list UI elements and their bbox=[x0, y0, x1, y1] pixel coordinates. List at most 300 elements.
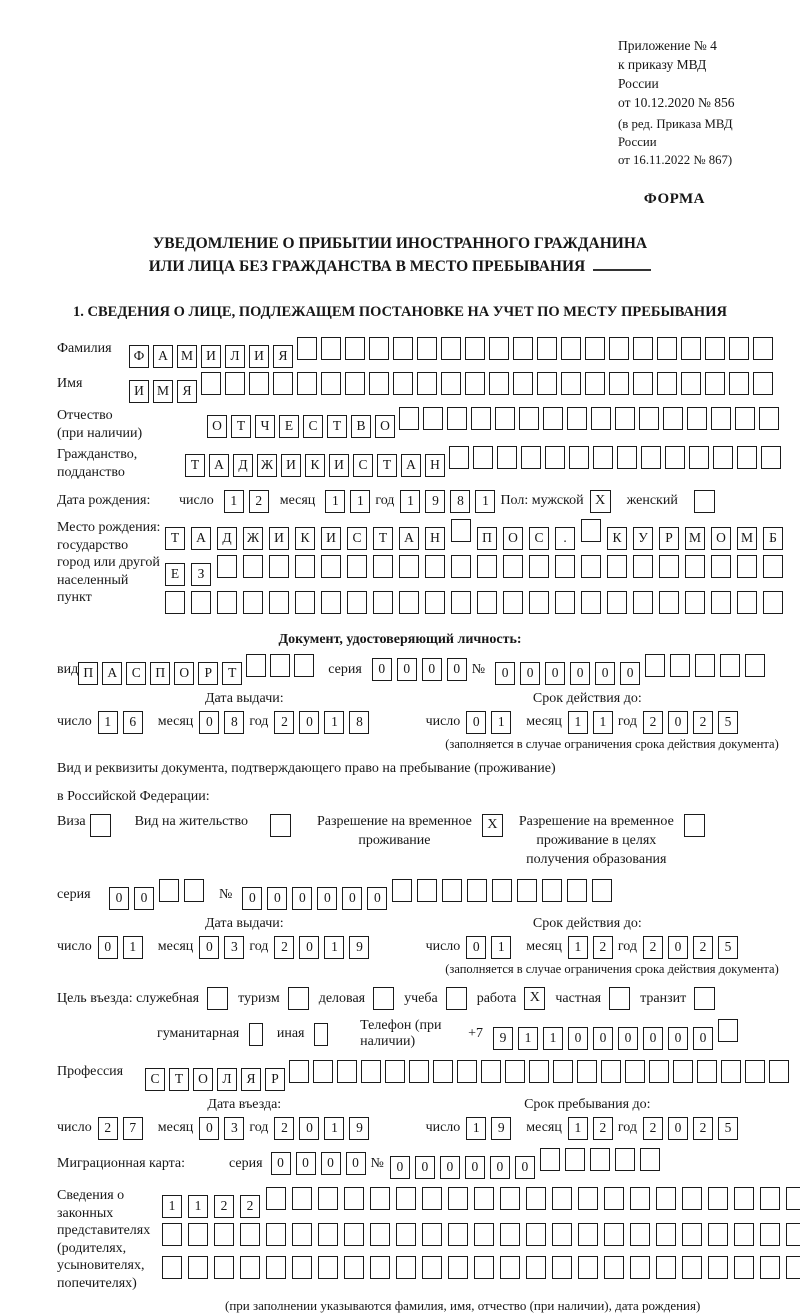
form-cell: И bbox=[329, 454, 349, 477]
birth-place-label: Место рождения: государство город или другой населенный пункт bbox=[57, 520, 161, 605]
residence-doc-line1: Вид и реквизиты документа, подтверждающего право на пребывание (проживание) bbox=[57, 761, 556, 776]
form-cell: Д bbox=[217, 527, 237, 550]
doc-kind-cells bbox=[78, 654, 318, 685]
form-cell bbox=[321, 372, 341, 395]
form-cell: Б bbox=[763, 527, 783, 550]
form-cell bbox=[577, 1060, 597, 1083]
form-cell: 0 bbox=[199, 711, 219, 734]
birth-place-cells-2 bbox=[165, 555, 789, 586]
form-cell: 0 bbox=[668, 1027, 688, 1050]
form-cell bbox=[417, 337, 437, 360]
form-cell bbox=[449, 446, 469, 469]
permit-dates-headers: Дата выдачи: Срок действия до: bbox=[205, 916, 642, 931]
form-cell bbox=[578, 1187, 598, 1210]
form-cell: 0 bbox=[422, 658, 442, 681]
phone-label: Телефон (при наличии) bbox=[360, 1018, 442, 1049]
form-cell bbox=[604, 1187, 624, 1210]
form-cell: А bbox=[401, 454, 421, 477]
birth-place-row bbox=[57, 519, 777, 624]
form-cell bbox=[695, 654, 715, 677]
form-cell: С bbox=[145, 1068, 165, 1091]
form-cell: А bbox=[153, 345, 173, 368]
form-cell: 2 bbox=[274, 936, 294, 959]
form-cell bbox=[500, 1223, 520, 1246]
form-cell: 2 bbox=[643, 1117, 663, 1140]
form-cell bbox=[537, 337, 557, 360]
form-cell bbox=[321, 591, 341, 614]
appendix-line: к приказу МВД России bbox=[618, 57, 707, 91]
form-cell: 1 bbox=[593, 711, 613, 734]
form-cell bbox=[465, 337, 485, 360]
form-cell bbox=[292, 1256, 312, 1279]
doc-number-cells bbox=[495, 654, 770, 685]
citizenship-cells bbox=[185, 446, 785, 477]
form-cell bbox=[604, 1256, 624, 1279]
form-cell bbox=[345, 337, 365, 360]
form-cell bbox=[529, 555, 549, 578]
name-label: Имя bbox=[57, 376, 83, 391]
form-cell bbox=[422, 1256, 442, 1279]
form-cell: 0 bbox=[199, 936, 219, 959]
form-cell bbox=[474, 1223, 494, 1246]
form-cell bbox=[734, 1256, 754, 1279]
form-cell bbox=[297, 337, 317, 360]
form-cell bbox=[471, 407, 491, 430]
form-cell bbox=[489, 337, 509, 360]
form-cell bbox=[601, 1060, 621, 1083]
form-cell bbox=[705, 337, 725, 360]
form-cell bbox=[705, 372, 725, 395]
form-cell bbox=[687, 407, 707, 430]
form-cell bbox=[396, 1223, 416, 1246]
doc-valid-date: число 0 1 месяц 1 1 год 2 0 2 5 bbox=[426, 710, 743, 734]
birth-place-cells-3 bbox=[165, 591, 789, 619]
form-cell: Я bbox=[273, 345, 293, 368]
title-underline bbox=[593, 255, 651, 271]
form-cell bbox=[385, 1060, 405, 1083]
form-cell bbox=[495, 407, 515, 430]
form-cell bbox=[663, 407, 683, 430]
representatives-cells-3 bbox=[162, 1256, 800, 1284]
purpose-private-checkbox bbox=[609, 987, 630, 1010]
form-cell bbox=[763, 555, 783, 578]
title-line-2: ИЛИ ЛИЦА БЕЗ ГРАЖДАНСТВА В МЕСТО ПРЕБЫВАНИЯ bbox=[57, 255, 743, 278]
form-cell: 1 bbox=[568, 711, 588, 734]
form-cell: Л bbox=[225, 345, 245, 368]
form-cell bbox=[673, 1060, 693, 1083]
validity-note-2: (заполняется в случае ограничения срока действия документа) bbox=[445, 962, 779, 976]
form-cell: З bbox=[191, 563, 211, 586]
representatives-cells-1 bbox=[162, 1187, 800, 1218]
form-cell bbox=[593, 446, 613, 469]
form-cell: 2 bbox=[274, 1117, 294, 1140]
form-cell: 1 bbox=[491, 936, 511, 959]
entry-dates-headers: Дата въезда: Срок пребывания до: bbox=[207, 1097, 651, 1112]
temp-residence-option: Разрешение на временное проживание X bbox=[317, 812, 503, 850]
form-cell bbox=[737, 555, 757, 578]
sex-male-checkbox: X bbox=[590, 490, 611, 513]
form-cell bbox=[369, 337, 389, 360]
form-cell: 5 bbox=[718, 711, 738, 734]
stay-until-group: число 1 9 месяц 1 2 год 2 0 2 5 bbox=[426, 1116, 743, 1140]
form-cell bbox=[633, 372, 653, 395]
form-cell: . bbox=[555, 527, 575, 550]
form-cell bbox=[656, 1256, 676, 1279]
form-cell: 2 bbox=[693, 1117, 713, 1140]
form-cell: 2 bbox=[593, 936, 613, 959]
profession-label: Профессия bbox=[57, 1064, 124, 1079]
form-cell bbox=[321, 337, 341, 360]
form-cell bbox=[191, 591, 211, 614]
form-cell: 0 bbox=[618, 1027, 638, 1050]
form-cell bbox=[682, 1256, 702, 1279]
form-cell bbox=[578, 1256, 598, 1279]
form-cell bbox=[513, 337, 533, 360]
sex-female-checkbox bbox=[694, 490, 715, 513]
permit-series-label: серия bbox=[57, 886, 91, 902]
form-cell bbox=[521, 446, 541, 469]
form-cell bbox=[708, 1187, 728, 1210]
form-cell bbox=[217, 591, 237, 614]
form-cell: О bbox=[207, 415, 227, 438]
form-cell bbox=[760, 1223, 780, 1246]
form-cell: Т bbox=[222, 662, 242, 685]
form-cell bbox=[640, 1148, 660, 1171]
form-cell bbox=[505, 1060, 525, 1083]
form-cell: И bbox=[281, 454, 301, 477]
form-cell: 1 bbox=[324, 936, 344, 959]
form-cell bbox=[578, 1223, 598, 1246]
edition-line: от 16.11.2022 № 867) bbox=[618, 153, 733, 167]
form-cell bbox=[243, 591, 263, 614]
form-cell bbox=[581, 519, 601, 542]
form-cell bbox=[633, 337, 653, 360]
form-cell bbox=[451, 555, 471, 578]
form-cell: 0 bbox=[199, 1117, 219, 1140]
form-cell bbox=[697, 1060, 717, 1083]
form-cell: С bbox=[126, 662, 146, 685]
form-cell: 0 bbox=[668, 936, 688, 959]
form-cell: 0 bbox=[620, 662, 640, 685]
form-cell bbox=[645, 654, 665, 677]
form-cell bbox=[649, 1060, 669, 1083]
purpose-business-label: деловая bbox=[318, 990, 366, 1006]
form-cell: 2 bbox=[643, 936, 663, 959]
form-cell bbox=[448, 1223, 468, 1246]
patronymic-row bbox=[57, 407, 743, 442]
entry-dates-row bbox=[57, 1116, 743, 1140]
form-cell: О bbox=[503, 527, 523, 550]
form-cell: 0 bbox=[299, 1117, 319, 1140]
form-cell: 1 bbox=[543, 1027, 563, 1050]
form-cell bbox=[433, 1060, 453, 1083]
form-cell: С bbox=[303, 415, 323, 438]
doc-number-label: № bbox=[471, 661, 486, 677]
purpose-private-label: частная bbox=[555, 990, 602, 1006]
form-cell bbox=[217, 555, 237, 578]
form-cell: 9 bbox=[425, 490, 445, 513]
form-cell: 0 bbox=[568, 1027, 588, 1050]
form-cell: 1 bbox=[568, 1117, 588, 1140]
form-cell: Я bbox=[177, 380, 197, 403]
form-cell: 0 bbox=[520, 662, 540, 685]
form-cell bbox=[729, 337, 749, 360]
form-cell bbox=[344, 1223, 364, 1246]
form-cell: П bbox=[150, 662, 170, 685]
form-cell bbox=[269, 555, 289, 578]
form-cell: Е bbox=[279, 415, 299, 438]
form-cell: 1 bbox=[475, 490, 495, 513]
form-cell bbox=[289, 1060, 309, 1083]
form-cell bbox=[729, 372, 749, 395]
form-cell bbox=[292, 1187, 312, 1210]
form-cell: 0 bbox=[390, 1156, 410, 1179]
form-cell bbox=[761, 446, 781, 469]
form-cell bbox=[720, 654, 740, 677]
form-cell: 0 bbox=[109, 887, 129, 910]
form-cell: О bbox=[193, 1068, 213, 1091]
form-cell bbox=[345, 372, 365, 395]
form-cell bbox=[188, 1223, 208, 1246]
form-cell: Т bbox=[169, 1068, 189, 1091]
form-cell bbox=[592, 879, 612, 902]
form-cell: 0 bbox=[292, 887, 312, 910]
form-cell bbox=[214, 1223, 234, 1246]
form-cell bbox=[373, 555, 393, 578]
doc-dates-headers: Дата выдачи: Срок действия до: bbox=[205, 691, 642, 706]
form-cell bbox=[786, 1256, 800, 1279]
form-cell: О bbox=[375, 415, 395, 438]
form-cell bbox=[240, 1256, 260, 1279]
form-cell bbox=[451, 591, 471, 614]
form-cell bbox=[659, 555, 679, 578]
form-cell bbox=[685, 555, 705, 578]
appendix-block bbox=[618, 36, 743, 112]
form-cell: 0 bbox=[643, 1027, 663, 1050]
form-cell bbox=[786, 1223, 800, 1246]
form-cell: Р bbox=[659, 527, 679, 550]
purpose-official-label: Цель въезда: служебная bbox=[57, 990, 200, 1006]
permit-issue-date: число 0 1 месяц 0 3 год 2 0 1 9 bbox=[57, 935, 426, 959]
purpose-study-checkbox bbox=[446, 987, 467, 1010]
form-cell bbox=[737, 446, 757, 469]
form-cell bbox=[481, 1060, 501, 1083]
form-cell bbox=[497, 446, 517, 469]
form-cell: 0 bbox=[570, 662, 590, 685]
form-cell bbox=[526, 1187, 546, 1210]
form-cell bbox=[492, 879, 512, 902]
visa-option: Виза bbox=[57, 812, 111, 837]
form-cell bbox=[721, 1060, 741, 1083]
form-cell bbox=[162, 1256, 182, 1279]
temp-residence-checkbox: X bbox=[482, 814, 503, 837]
form-cell: 0 bbox=[367, 887, 387, 910]
form-cell: 0 bbox=[490, 1156, 510, 1179]
form-cell bbox=[657, 372, 677, 395]
form-cell bbox=[273, 372, 293, 395]
purpose-humanitarian-label: гуманитарная bbox=[157, 1026, 240, 1041]
form-cell bbox=[607, 555, 627, 578]
form-cell: 0 bbox=[466, 936, 486, 959]
form-cell bbox=[537, 372, 557, 395]
form-cell bbox=[184, 879, 204, 902]
form-cell: М bbox=[177, 345, 197, 368]
form-cell bbox=[607, 591, 627, 614]
form-cell bbox=[682, 1187, 702, 1210]
form-cell bbox=[540, 1148, 560, 1171]
form-cell bbox=[569, 446, 589, 469]
form-cell bbox=[423, 407, 443, 430]
form-cell: 5 bbox=[718, 1117, 738, 1140]
form-cell bbox=[399, 591, 419, 614]
form-cell bbox=[318, 1223, 338, 1246]
form-cell: С bbox=[529, 527, 549, 550]
form-cell bbox=[517, 879, 537, 902]
form-cell bbox=[735, 407, 755, 430]
form-cell bbox=[344, 1256, 364, 1279]
permit-series-row bbox=[57, 879, 743, 910]
representatives-cells-2 bbox=[162, 1223, 800, 1251]
form-cell: К bbox=[295, 527, 315, 550]
form-cell bbox=[657, 337, 677, 360]
form-cell: Д bbox=[233, 454, 253, 477]
birth-date-row: Дата рождения: число 1 2 месяц 1 1 год 1 9 8 1 Пол: мужской X женский bbox=[57, 489, 743, 513]
form-cell: 2 bbox=[643, 711, 663, 734]
form-cell: 6 bbox=[123, 711, 143, 734]
form-cell bbox=[425, 591, 445, 614]
form-cell bbox=[297, 372, 317, 395]
form-cell bbox=[318, 1256, 338, 1279]
form-cell: Р bbox=[198, 662, 218, 685]
form-cell bbox=[561, 337, 581, 360]
representatives-row bbox=[57, 1187, 743, 1292]
form-cell: 1 bbox=[324, 711, 344, 734]
form-cell bbox=[708, 1256, 728, 1279]
form-cell: А bbox=[102, 662, 122, 685]
form-cell: 0 bbox=[593, 1027, 613, 1050]
mig-number-cells bbox=[390, 1148, 665, 1179]
form-cell: 0 bbox=[321, 1152, 341, 1175]
form-cell: Н bbox=[425, 454, 445, 477]
form-cell bbox=[165, 591, 185, 614]
form-cell bbox=[347, 591, 367, 614]
sex-male-label: Пол: мужской bbox=[500, 493, 584, 508]
form-cell bbox=[745, 1060, 765, 1083]
form-cell bbox=[392, 879, 412, 902]
form-cell bbox=[201, 372, 221, 395]
doc-issue-date: число 1 6 месяц 0 8 год 2 0 1 8 bbox=[57, 710, 426, 734]
form-cell: У bbox=[633, 527, 653, 550]
permit-number-cells bbox=[242, 879, 617, 910]
form-cell bbox=[529, 1060, 549, 1083]
form-cell: И bbox=[321, 527, 341, 550]
form-cell: Т bbox=[327, 415, 347, 438]
form-cell bbox=[370, 1256, 390, 1279]
form-cell: 1 bbox=[400, 490, 420, 513]
temp-residence-edu-checkbox bbox=[684, 814, 705, 837]
form-cell: 0 bbox=[447, 658, 467, 681]
birth-month-cells bbox=[325, 490, 375, 513]
form-cell: 0 bbox=[495, 662, 515, 685]
name-row bbox=[57, 372, 743, 403]
form-cell bbox=[609, 337, 629, 360]
form-cell: К bbox=[305, 454, 325, 477]
purpose-other-checkbox bbox=[314, 1023, 328, 1046]
form-cell: 0 bbox=[342, 887, 362, 910]
form-cell bbox=[552, 1187, 572, 1210]
form-cell: 1 bbox=[123, 936, 143, 959]
form-cell bbox=[474, 1187, 494, 1210]
form-cell bbox=[734, 1187, 754, 1210]
form-cell: Н bbox=[425, 527, 445, 550]
form-cell bbox=[447, 407, 467, 430]
form-cell: 2 bbox=[98, 1117, 118, 1140]
migration-card-row bbox=[57, 1148, 743, 1179]
form-cell bbox=[503, 591, 523, 614]
form-cell: 1 bbox=[98, 711, 118, 734]
form-cell bbox=[159, 879, 179, 902]
form-cell: А bbox=[399, 527, 419, 550]
form-cell bbox=[617, 446, 637, 469]
form-cell: А bbox=[191, 527, 211, 550]
surname-cells bbox=[129, 337, 777, 368]
form-cell bbox=[467, 879, 487, 902]
form-cell bbox=[581, 591, 601, 614]
form-cell: С bbox=[353, 454, 373, 477]
form-cell bbox=[477, 555, 497, 578]
form-cell bbox=[630, 1223, 650, 1246]
form-cell: 1 bbox=[324, 1117, 344, 1140]
form-cell: 0 bbox=[415, 1156, 435, 1179]
form-cell bbox=[246, 654, 266, 677]
patronymic-label: Отчество (при наличии) bbox=[57, 408, 143, 441]
phone-cells bbox=[493, 1019, 743, 1050]
form-cell bbox=[270, 654, 290, 677]
representatives-note: (при заполнении указываются фамилия, имя, отчество (при наличии), дата рождения) bbox=[225, 1298, 701, 1313]
phone-prefix: +7 bbox=[468, 1026, 483, 1041]
form-cell bbox=[565, 1148, 585, 1171]
form-cell bbox=[567, 879, 587, 902]
form-cell: 9 bbox=[349, 1117, 369, 1140]
form-cell bbox=[555, 591, 575, 614]
form-cell bbox=[670, 654, 690, 677]
form-cell bbox=[553, 1060, 573, 1083]
form-cell bbox=[567, 407, 587, 430]
form-cell bbox=[347, 555, 367, 578]
identity-doc-row bbox=[57, 654, 743, 685]
entry-date-group: число 2 7 месяц 0 3 год 2 0 1 9 bbox=[57, 1116, 426, 1140]
mig-series-label: серия bbox=[229, 1155, 263, 1171]
form-cell bbox=[370, 1187, 390, 1210]
form-cell bbox=[396, 1256, 416, 1279]
residence-permit-checkbox bbox=[270, 814, 291, 837]
form-cell bbox=[759, 407, 779, 430]
form-cell: 1 bbox=[491, 711, 511, 734]
form-cell: 3 bbox=[224, 936, 244, 959]
form-cell: 0 bbox=[317, 887, 337, 910]
form-cell: 0 bbox=[545, 662, 565, 685]
form-cell: Т bbox=[377, 454, 397, 477]
purpose-tourism-checkbox bbox=[288, 987, 309, 1010]
form-cell bbox=[711, 555, 731, 578]
form-cell: 0 bbox=[299, 936, 319, 959]
form-cell bbox=[448, 1256, 468, 1279]
form-cell bbox=[249, 372, 269, 395]
form-cell bbox=[682, 1223, 702, 1246]
form-cell: 0 bbox=[299, 711, 319, 734]
purpose-business-checkbox bbox=[373, 987, 394, 1010]
form-cell bbox=[737, 591, 757, 614]
